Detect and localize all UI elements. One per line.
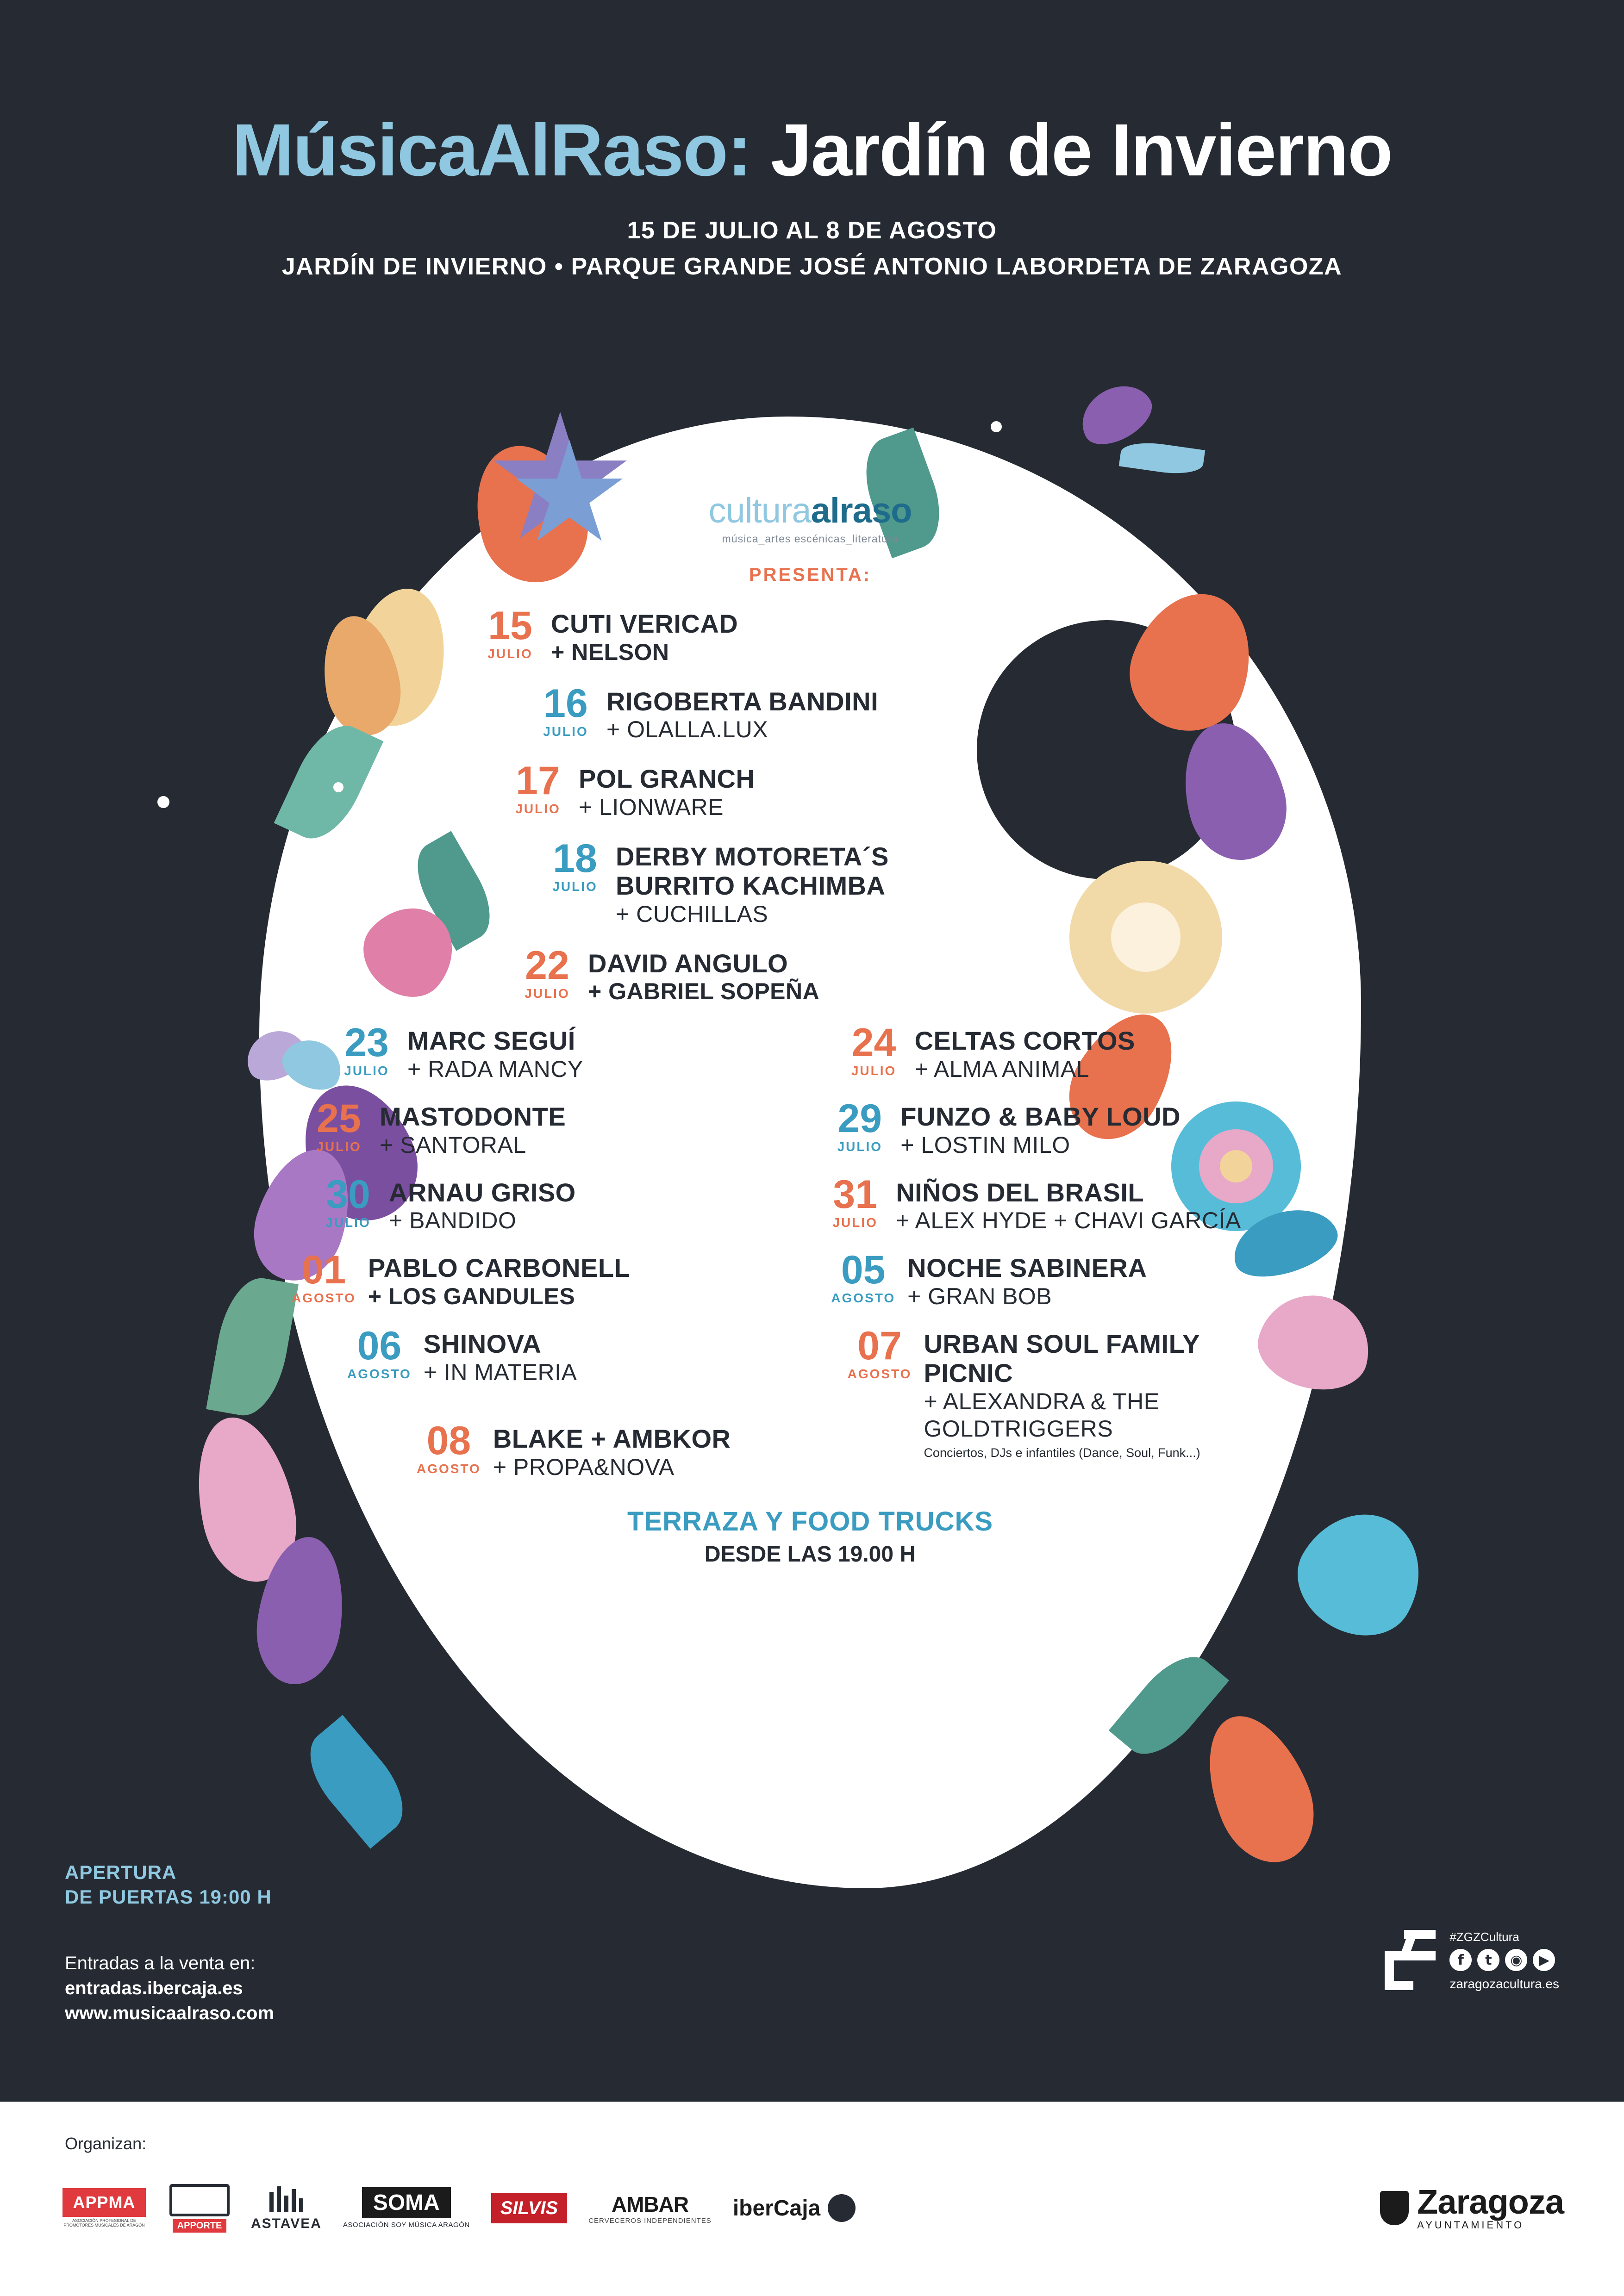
logo-wordmark [259, 491, 1361, 531]
lineup-grid-row [259, 1421, 1361, 1481]
event-day: 06 [357, 1324, 402, 1369]
event-acts [424, 1326, 577, 1386]
event-date [845, 1020, 915, 1078]
terraza-title: TERRAZA Y FOOD TRUCKS [627, 1506, 993, 1537]
hummingbird-wing-decor [1119, 439, 1206, 478]
event-acts [389, 1175, 576, 1235]
footer [0, 2102, 1624, 2296]
sponsor-silvis-name: SILVIS [491, 2193, 568, 2223]
instagram-icon[interactable]: ◉ [1505, 1949, 1527, 1971]
event-day: 29 [837, 1096, 882, 1141]
sponsor-ibercaja-name: iberCaja [732, 2196, 821, 2221]
lineup-content [259, 491, 1361, 1567]
event-dates: 15 DE JULIO AL 8 DE AGOSTO [627, 217, 997, 244]
event-month: JULIO [325, 1215, 371, 1230]
event-support: + RADA MANCY [407, 1056, 583, 1083]
event-support: + SANTORAL [380, 1132, 526, 1158]
dot-decor-3 [991, 421, 1002, 432]
event-acts [493, 1421, 731, 1481]
terraza-hours: DESDE LAS 19.00 H [704, 1542, 916, 1567]
event-month: AGOSTO [847, 1367, 912, 1381]
lineup-row [481, 606, 1361, 666]
event-day: 25 [317, 1096, 361, 1141]
event-headliner: MARC SEGUÍ [407, 1026, 575, 1056]
event-acts [900, 1099, 1181, 1159]
event-day: 05 [841, 1248, 886, 1293]
event-day: 17 [516, 759, 560, 803]
event-month: AGOSTO [417, 1462, 481, 1476]
event-headliner: RIGOBERTA BANDINI [606, 686, 879, 716]
event-date [848, 1326, 924, 1381]
hashtag-label: #ZGZCultura [1449, 1930, 1519, 1944]
title-part2: Jardín de Invierno [770, 108, 1392, 191]
page-title [0, 108, 1624, 191]
sponsor-zaragoza-sub: AYUNTAMIENTO [1417, 2219, 1524, 2231]
event-date [347, 1326, 424, 1381]
tickets-label: Entradas a la venta en: [65, 1953, 256, 1973]
sponsor-appma [60, 2188, 148, 2228]
sponsor-astavea-name: ASTAVEA [251, 2215, 322, 2231]
event-month: AGOSTO [292, 1291, 356, 1306]
event-headliner: SHINOVA [423, 1329, 542, 1359]
event-date [319, 1172, 389, 1230]
event-day: 31 [833, 1172, 878, 1217]
sponsor-silvis [491, 2193, 568, 2223]
sponsor-appma-name: APPMA [62, 2188, 145, 2217]
youtube-icon[interactable]: ▶ [1533, 1949, 1555, 1971]
poster-header [0, 108, 1624, 280]
hummingbird-decor [1071, 373, 1161, 454]
lineup-row [831, 1250, 1361, 1310]
event-support: + LIONWARE [579, 794, 724, 821]
event-acts [579, 761, 755, 821]
event-headliner: DERBY MOTORETA´S BURRITO KACHIMBA [616, 842, 889, 900]
event-headliner: PABLO CARBONELL [368, 1253, 631, 1283]
event-date [546, 836, 616, 894]
lineup-single-column [259, 606, 1361, 1005]
lineup-row [826, 1172, 1361, 1235]
event-day: 08 [426, 1419, 471, 1463]
event-day: 16 [543, 681, 588, 726]
event-month: JULIO [344, 1064, 389, 1078]
sponsor-zaragoza-name: Zaragoza [1417, 2183, 1564, 2221]
event-venue: JARDÍN DE INVIERNO • PARQUE GRANDE JOSÉ ANTONIO LABORDETA DE ZARAGOZA [281, 253, 1343, 280]
event-acts [616, 839, 1005, 927]
sponsor-soma [343, 2187, 470, 2229]
event-support: + ALMA ANIMAL [914, 1056, 1090, 1083]
leaf-bottom-left [293, 1715, 420, 1848]
tickets-block [65, 1951, 274, 2026]
apertura-line1: APERTURA [65, 1861, 177, 1883]
event-date [831, 1096, 900, 1154]
sponsor-ibercaja [733, 2194, 856, 2222]
twitter-icon[interactable]: t [1477, 1949, 1499, 1971]
logo-tagline: música_artes escénicas_literatura [722, 533, 899, 545]
lineup-row [292, 1250, 812, 1310]
tickets-url-ibercaja[interactable]: entradas.ibercaja.es [65, 1978, 243, 1998]
event-day: 23 [344, 1020, 389, 1065]
event-month: JULIO [316, 1139, 362, 1154]
event-date [831, 1250, 907, 1305]
event-headliner: DAVID ANGULO [588, 948, 788, 978]
event-headliner: URBAN SOUL FAMILY PICNIC [924, 1329, 1199, 1388]
tickets-url-musicaalraso[interactable]: www.musicaalraso.com [65, 2003, 275, 2023]
event-headliner: ARNAU GRISO [389, 1177, 576, 1207]
lineup-row [831, 1096, 1361, 1159]
event-acts [588, 946, 819, 1006]
sponsor-apporte-name: APPORTE [173, 2219, 227, 2233]
event-month: AGOSTO [347, 1367, 412, 1381]
event-acts [380, 1099, 566, 1159]
social-block [1385, 1930, 1559, 1991]
event-date [338, 1020, 407, 1078]
event-support: + GRAN BOB [907, 1283, 1052, 1310]
event-acts [606, 684, 878, 744]
event-support: + CUCHILLAS [616, 901, 768, 927]
lineup-grid [259, 1020, 1361, 1481]
event-date [310, 1096, 380, 1154]
sponsor-ambar [588, 2192, 712, 2225]
event-date [509, 761, 579, 815]
event-date [481, 606, 551, 660]
event-month: JULIO [543, 724, 588, 739]
event-date [417, 1421, 493, 1475]
event-day: 07 [857, 1324, 902, 1369]
event-headliner: FUNZO & BABY LOUD [900, 1102, 1181, 1132]
lineup-row [546, 836, 1361, 927]
event-acts [915, 1023, 1135, 1083]
lineup-grid-row [259, 1020, 1361, 1083]
lineup-grid-row [259, 1096, 1361, 1159]
sponsor-apporte [169, 2184, 230, 2233]
terraza-block [259, 1506, 1361, 1567]
lineup-row [310, 1096, 831, 1159]
lineup-grid-row [259, 1250, 1361, 1310]
event-note: Conciertos, DJs e infantiles (Dance, Soul, Funk...) [924, 1445, 1200, 1460]
dot-decor [157, 796, 169, 808]
event-support: + GABRIEL SOPEÑA [588, 978, 820, 1005]
event-date [518, 943, 588, 1001]
event-day: 01 [301, 1248, 346, 1293]
event-support: + LOS GANDULES [368, 1283, 575, 1310]
facebook-icon[interactable]: f [1449, 1949, 1472, 1971]
apertura-block [65, 1860, 272, 1909]
zaragoza-shield-icon [1380, 2191, 1409, 2225]
event-acts [368, 1250, 630, 1310]
event-date [826, 1172, 896, 1230]
petal-orange-bottom-right [1187, 1701, 1330, 1877]
lineup-row [537, 681, 1361, 744]
organizan-label: Organizan: [65, 2134, 147, 2153]
event-headliner: BLAKE + AMBKOR [493, 1424, 731, 1454]
event-headliner: NIÑOS DEL BRASIL [896, 1177, 1144, 1207]
event-support: + LOSTIN MILO [900, 1132, 1070, 1158]
logo-word-1: cultura [708, 491, 811, 530]
sponsor-appma-sub: ASOCIACIÓN PROFESIONAL DE PROMOTORES MUSICALES DE ARAGÓN [63, 2218, 145, 2228]
event-day: 18 [553, 836, 597, 881]
presenta-label: PRESENTA: [749, 565, 872, 585]
apertura-line2: DE PUERTAS 19:00 H [65, 1885, 272, 1908]
event-month: JULIO [525, 986, 570, 1001]
sponsor-zaragoza [1380, 2185, 1564, 2231]
event-headliner: CELTAS CORTOS [914, 1026, 1135, 1056]
event-support: + PROPA&NOVA [493, 1454, 675, 1481]
lineup-row [509, 761, 1361, 821]
event-date [292, 1250, 368, 1305]
event-support: + ALEX HYDE + CHAVI GARCÍA [896, 1207, 1241, 1234]
lineup-row [338, 1020, 845, 1083]
sponsor-astavea [251, 2185, 322, 2231]
event-headliner: NOCHE SABINERA [907, 1253, 1147, 1283]
social-links [1449, 1930, 1559, 1991]
event-support: + BANDIDO [389, 1207, 517, 1234]
event-support: + OLALLA.LUX [606, 716, 768, 743]
lineup-row [319, 1172, 845, 1235]
event-support: + IN MATERIA [423, 1359, 577, 1385]
event-support: + NELSON [551, 639, 669, 665]
lineup-row-empty [885, 1421, 1361, 1481]
event-support: + ALEXANDRA & THE GOLDTRIGGERS [924, 1388, 1160, 1442]
sponsor-ambar-sub: CERVECEROS INDEPENDIENTES [588, 2216, 712, 2225]
lineup-row [845, 1020, 1361, 1083]
event-headliner: POL GRANCH [579, 764, 755, 794]
event-acts [907, 1250, 1147, 1310]
website-link[interactable]: zaragozacultura.es [1449, 1977, 1559, 1991]
event-acts [407, 1023, 583, 1083]
title-part1: MúsicaAlRaso: [232, 108, 751, 191]
lineup-row [518, 943, 1361, 1006]
event-month: JULIO [851, 1064, 897, 1078]
sponsor-soma-name: SOMA [362, 2187, 451, 2218]
event-month: JULIO [515, 802, 561, 816]
event-day: 30 [326, 1172, 370, 1217]
event-month: JULIO [832, 1215, 878, 1230]
sponsor-logos [60, 2166, 1564, 2250]
event-headliner: CUTI VERICAD [551, 609, 738, 638]
lineup-row [417, 1421, 885, 1481]
event-month: JULIO [837, 1139, 883, 1154]
event-month: JULIO [552, 879, 598, 894]
sponsor-soma-sub: ASOCIACIÓN SOY MÚSICA ARAGÓN [343, 2221, 470, 2229]
event-day: 24 [851, 1020, 896, 1065]
event-acts [896, 1175, 1241, 1235]
social-icons [1449, 1949, 1559, 1971]
event-date [537, 681, 606, 739]
event-headliner: MASTODONTE [380, 1102, 566, 1132]
logo-word-2: alraso [811, 491, 912, 530]
event-month: AGOSTO [831, 1291, 896, 1306]
sponsor-ambar-name: AMBAR [611, 2192, 689, 2216]
zaragoza-cultura-logo [1385, 1930, 1436, 1990]
event-day: 22 [525, 943, 569, 988]
event-acts [551, 606, 738, 666]
event-day: 15 [488, 604, 532, 648]
cultura-al-raso-logo [259, 491, 1361, 545]
lineup-grid-row [259, 1172, 1361, 1235]
event-month: JULIO [487, 647, 533, 661]
